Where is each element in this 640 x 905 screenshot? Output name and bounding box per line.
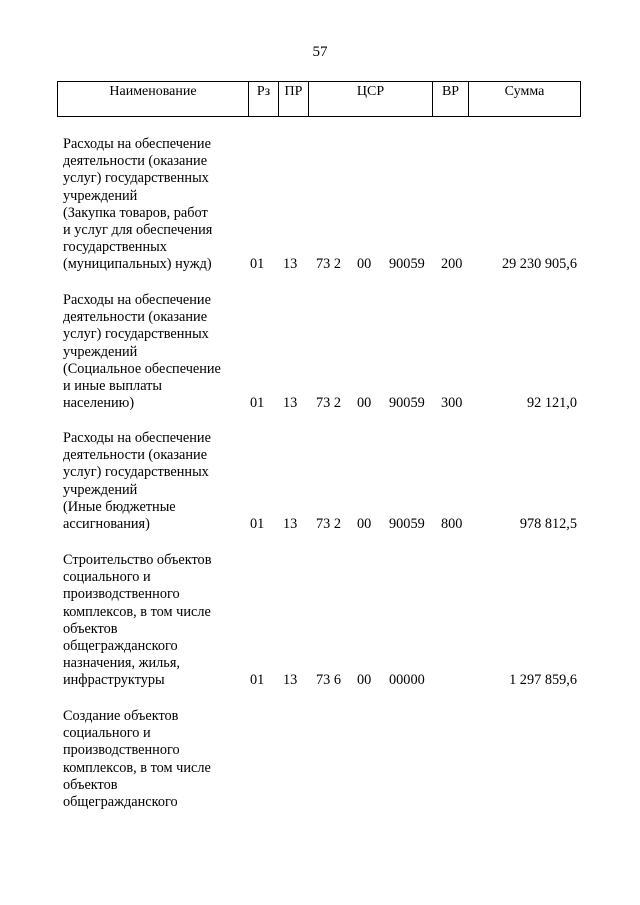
row-name-line: (Закупка товаров, работ bbox=[63, 204, 208, 221]
row-name-line: деятельности (оказание bbox=[63, 153, 208, 170]
row-csr-part3: 90059 bbox=[389, 516, 425, 532]
row-name bbox=[63, 430, 238, 533]
row-name-line: Расходы на обеспечение bbox=[63, 430, 211, 446]
table-header bbox=[57, 81, 581, 117]
row-vr: 300 bbox=[441, 395, 463, 411]
row-csr-part2: 00 bbox=[357, 395, 372, 411]
row-name bbox=[63, 552, 238, 690]
row-name-line: общегражданского bbox=[63, 794, 178, 811]
row-pr: 13 bbox=[283, 395, 298, 411]
row-name-line: ассигнования) bbox=[63, 516, 150, 533]
row-vr: 800 bbox=[441, 516, 463, 532]
row-csr-part3: 90059 bbox=[389, 395, 425, 411]
row-name-line: услуг) государственных bbox=[63, 170, 209, 187]
row-csr-part1: 73 2 bbox=[316, 256, 342, 272]
row-csr-part1: 73 2 bbox=[316, 395, 342, 411]
row-name-line: и услуг для обеспечения bbox=[63, 222, 213, 239]
row-name-line: деятельности (оказание bbox=[63, 447, 208, 464]
row-name-line: учреждений bbox=[63, 343, 138, 360]
row-sum: 1 297 859,6 bbox=[509, 672, 577, 688]
row-csr-part3: 00000 bbox=[389, 672, 425, 688]
row-sum: 29 230 905,6 bbox=[501, 256, 577, 272]
row-name-line: Строительство объектов bbox=[63, 552, 212, 568]
row-pr: 13 bbox=[283, 256, 298, 272]
row-name-line: социального и bbox=[63, 725, 151, 742]
row-name-line: социального и bbox=[63, 569, 151, 586]
row-name bbox=[63, 292, 238, 412]
row-csr-part1: 73 6 bbox=[316, 672, 342, 688]
row-pr: 13 bbox=[283, 672, 298, 688]
row-name-line: услуг) государственных bbox=[63, 464, 209, 481]
row-rz: 01 bbox=[250, 672, 265, 688]
row-name-line: деятельности (оказание bbox=[63, 309, 208, 326]
row-name-line: учреждений bbox=[63, 481, 138, 498]
header-rz: Рз bbox=[249, 82, 279, 116]
row-name bbox=[63, 708, 238, 811]
header-vr: ВР bbox=[433, 82, 469, 116]
header-name: Наименование bbox=[58, 82, 249, 116]
row-name-line: объектов bbox=[63, 620, 118, 637]
row-name-line: услуг) государственных bbox=[63, 326, 209, 343]
row-csr-part2: 00 bbox=[357, 256, 372, 272]
row-sum: 978 812,5 bbox=[519, 516, 577, 532]
row-name-line: учреждений bbox=[63, 187, 138, 204]
row-name-line: производственного bbox=[63, 742, 180, 759]
header-sum: Сумма bbox=[504, 84, 545, 99]
row-name bbox=[63, 136, 238, 274]
header-pr: ПР bbox=[279, 82, 309, 116]
row-rz: 01 bbox=[250, 516, 265, 532]
row-name-line: Создание объектов bbox=[63, 708, 179, 724]
row-name-line: объектов bbox=[63, 776, 118, 793]
row-name-line: (Социальное обеспечение bbox=[63, 360, 221, 377]
row-csr-part2: 00 bbox=[357, 516, 372, 532]
row-rz: 01 bbox=[250, 256, 265, 272]
row-name-line: Расходы на обеспечение bbox=[63, 292, 211, 308]
row-csr-part1: 73 2 bbox=[316, 516, 342, 532]
row-name-line: населению) bbox=[63, 395, 135, 412]
row-name-line: государственных bbox=[63, 239, 167, 256]
row-name-line: производственного bbox=[63, 586, 180, 603]
row-csr-part2: 00 bbox=[357, 672, 372, 688]
row-name-line: (Иные бюджетные bbox=[63, 498, 176, 515]
page-number: 57 bbox=[312, 44, 328, 60]
row-vr: 200 bbox=[441, 256, 463, 272]
header-csr: ЦСР bbox=[309, 82, 433, 116]
row-name-line: назначения, жилья, bbox=[63, 655, 180, 672]
row-csr-part3: 90059 bbox=[389, 256, 425, 272]
row-pr: 13 bbox=[283, 516, 298, 532]
row-name-line: инфраструктуры bbox=[63, 672, 165, 689]
row-name-line: комплексов, в том числе bbox=[63, 759, 211, 776]
row-name-line: (муниципальных) нужд) bbox=[63, 256, 212, 273]
row-sum: 92 121,0 bbox=[526, 395, 577, 411]
row-name-line: Расходы на обеспечение bbox=[63, 136, 211, 152]
row-name-line: комплексов, в том числе bbox=[63, 603, 211, 620]
row-name-line: общегражданского bbox=[63, 638, 178, 655]
row-name-line: и иные выплаты bbox=[63, 378, 163, 395]
row-rz: 01 bbox=[250, 395, 265, 411]
